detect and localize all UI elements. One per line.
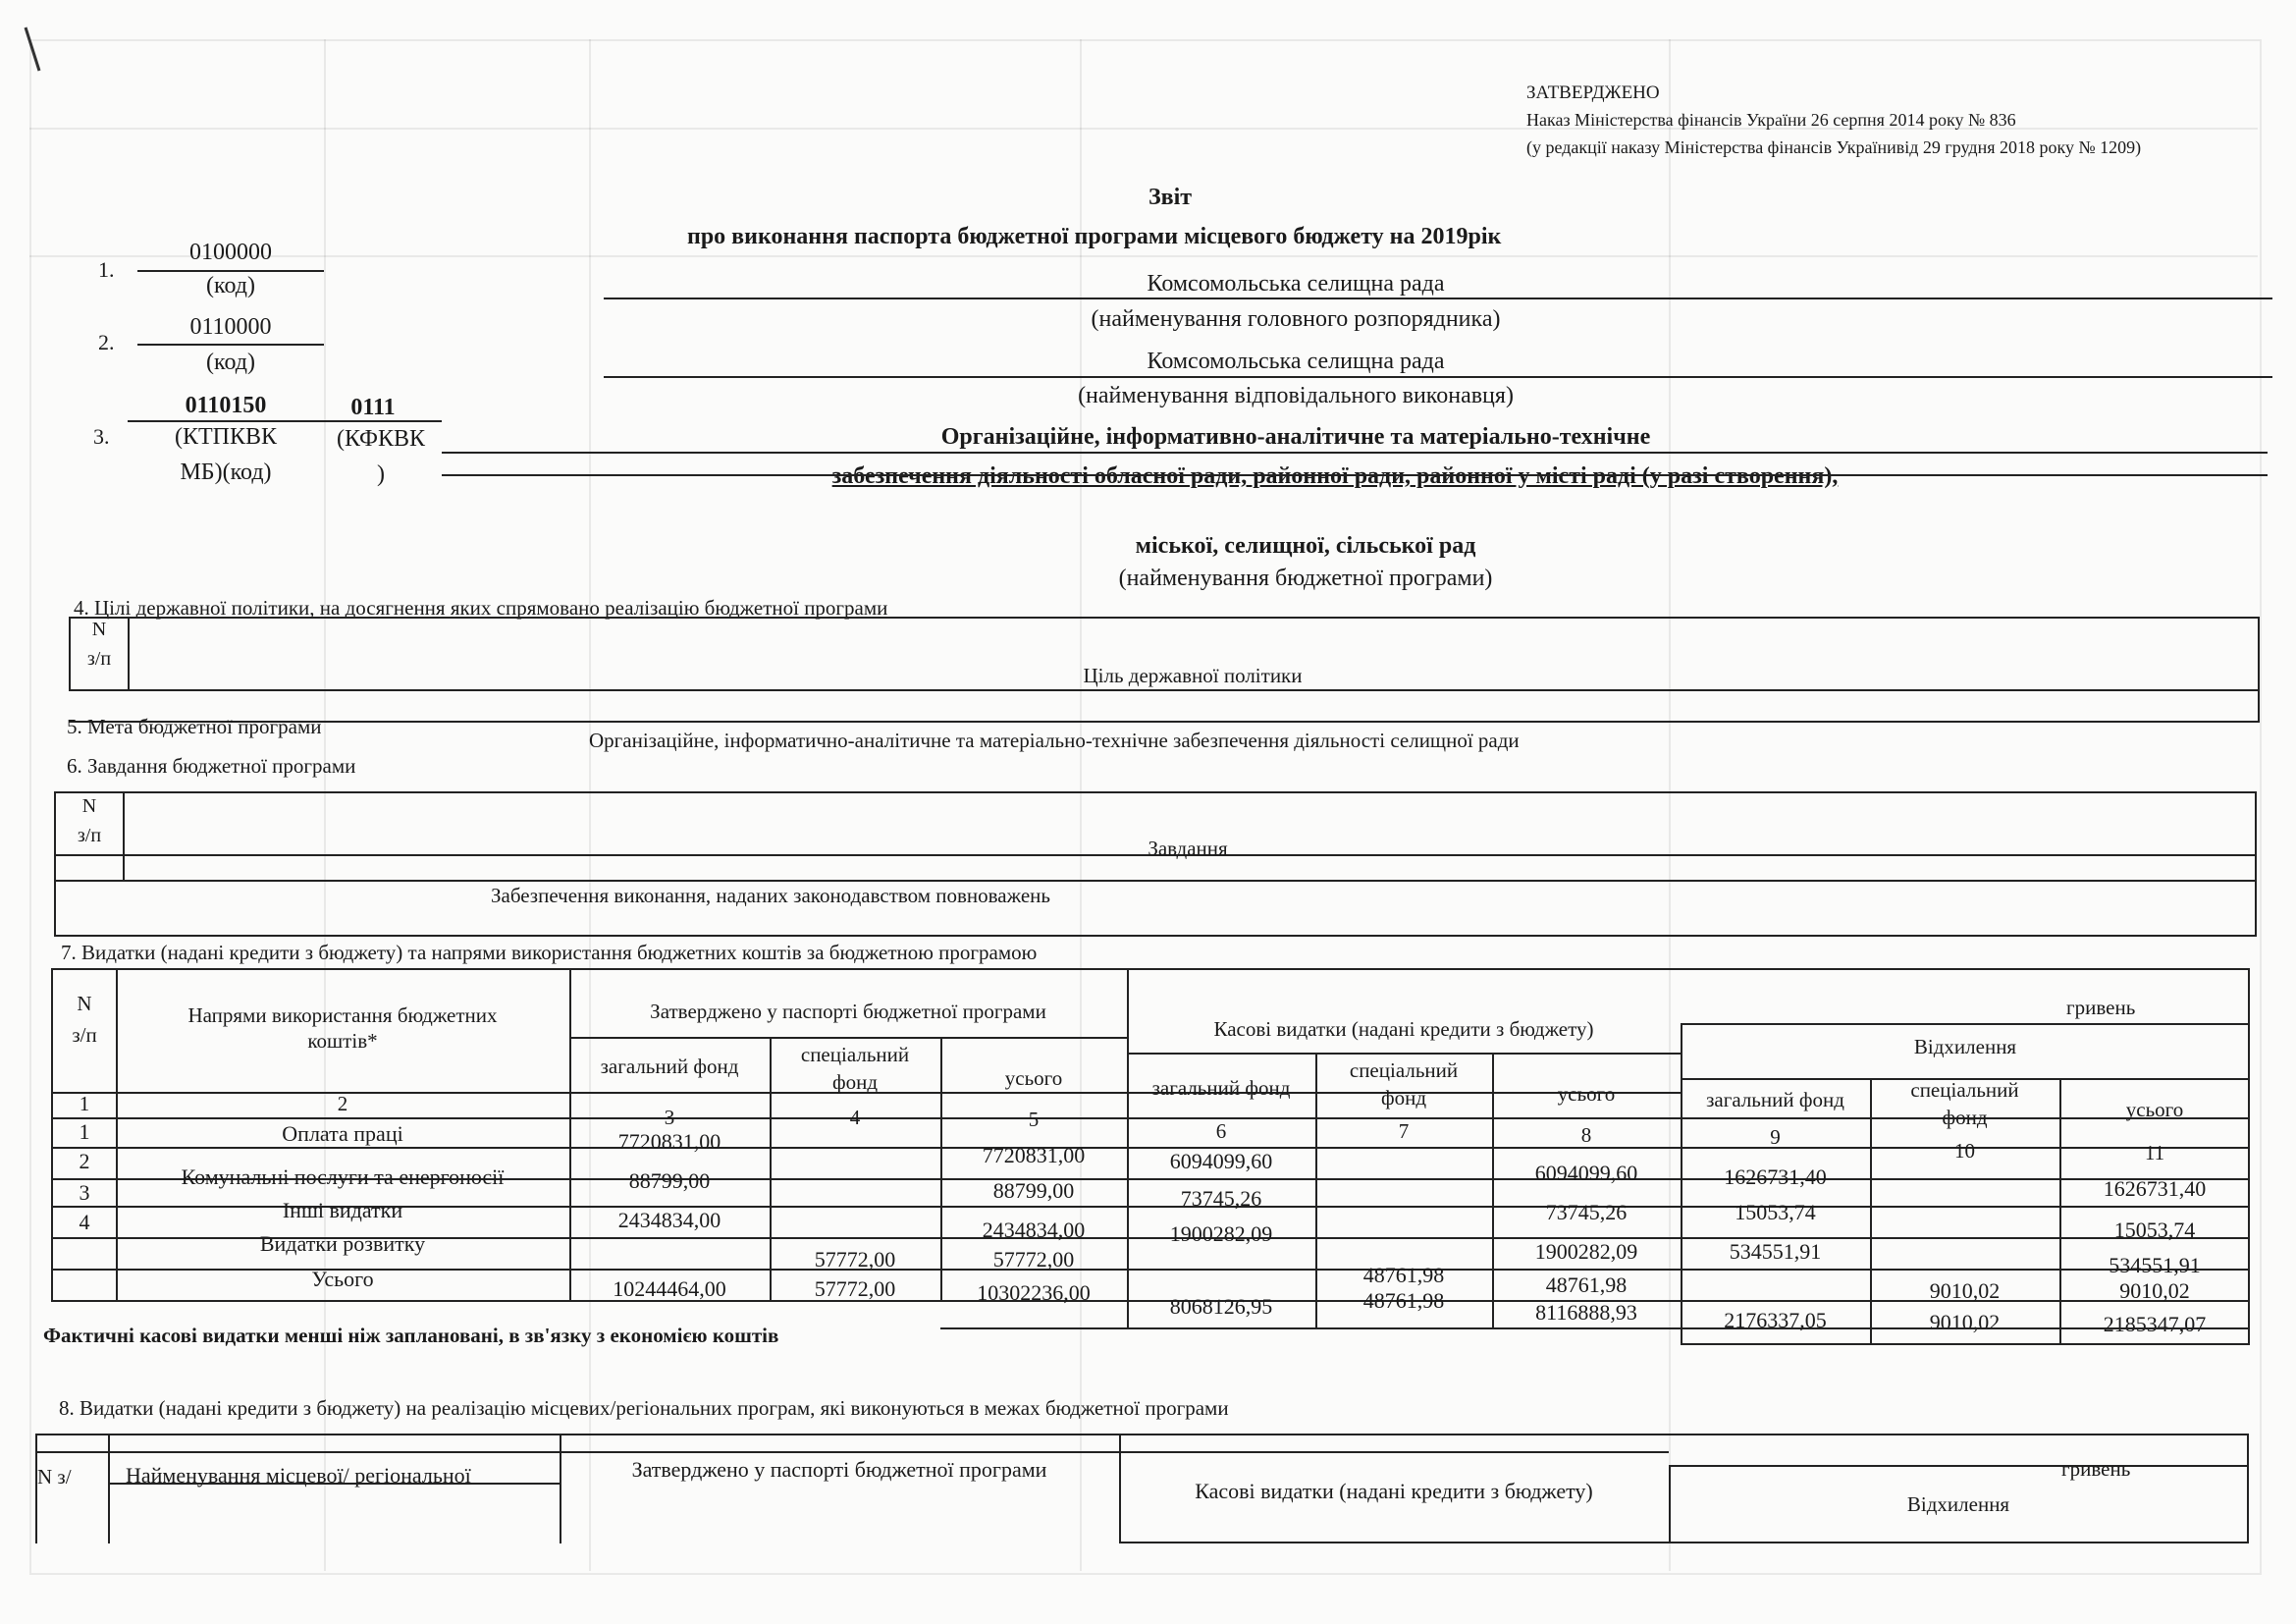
table-row-2-c3: 88799,00 [628,1168,711,1193]
t7-h-cash: Касові видатки (надані кредити з бюджету) [1213,1017,1594,1041]
t8-h-name: Найменування місцевої/ регіональної [126,1463,471,1488]
code-2: 0110000 [189,314,272,340]
section-6-col-n: N [81,795,97,817]
t7-h-special-1b: фонд [831,1070,879,1094]
t7-h-n-sub: з/п [72,1023,97,1047]
t7-colnum-7: 7 [1398,1119,1410,1143]
t8-h-cash: Касові видатки (надані кредити з бюджету) [1195,1479,1593,1503]
table-row-3-c11: 534551,91 [2109,1253,2201,1277]
t7-colnum-10: 10 [1954,1139,1975,1163]
t7-h-general-2: загальний фонд [1151,1076,1291,1100]
report-title: Звіт [1148,185,1193,210]
t7-colnum-1: 1 [79,1092,90,1115]
item-number-2: 2. [98,330,115,354]
t7-colnum-2: 2 [337,1092,348,1115]
t8-h-n: N з/ [37,1465,72,1489]
t8-currency: гривень [2061,1457,2131,1481]
table-row-2-c11: 15053,74 [2113,1218,2196,1242]
section-4-title: 4. Цілі державної політики, на досягнення яких спрямовано реалізацію бюджетної програми [74,596,888,620]
table-row-4-c7: 48761,98 [1362,1263,1445,1287]
section-6-task-1: Забезпечення виконання, наданих законодавством повноважень [490,884,1050,907]
table-row-total-c9: 2176337,05 [1724,1308,1827,1332]
t7-h-dev-top [1681,1023,2250,1025]
table-row-1-c6: 6094099,60 [1169,1149,1273,1173]
table-row-1-c8: 6094099,60 [1534,1161,1638,1185]
code-3-ktpkvk-label-2: МБ)(код) [180,460,272,485]
code-3-kfkvk-label-1: (КФКВК [337,426,425,452]
section-6-task-row [54,882,2257,937]
table-row-total-c3: 10244464,00 [613,1276,726,1301]
t7-h-special-3a: спеціальний [1910,1078,2019,1102]
t7-colnum-3: 3 [664,1106,675,1129]
section-5-title: 5. Мета бюджетної програми [67,715,322,738]
table-row-2-c5: 88799,00 [992,1178,1075,1203]
t7-h-approved [569,1037,1127,1039]
t7-h-bottom-ext-2 [1681,1343,2250,1345]
t8-h-2 [35,1451,1669,1453]
report-subtitle: про виконання паспорта бюджетної програми місцевого бюджету на 2019рік [687,224,1502,249]
table-row-2-c9: 15053,74 [1735,1200,1816,1224]
t7-h-general-3: загальний фонд [1706,1088,1844,1111]
code-2-underline [137,344,324,346]
t7-h-total-3: усього [2125,1098,2184,1121]
table-row-total-c8: 8116888,93 [1535,1300,1637,1325]
t7-colnum-8: 8 [1580,1123,1592,1147]
section-4-row-line [69,721,2260,723]
t7-h-approved: Затверджено у паспорті бюджетної програми [650,1000,1046,1023]
section-5-goal-text: Організаційне, інформатично-аналітичне та матеріально-технічне забезпечення діяльності селищної ради [589,729,1520,752]
t7-v-ext-10 [2059,1302,2061,1343]
program-name-line-3: міської, селищної, сільської рад [1135,533,1476,559]
t7-v-ext-9 [1870,1302,1872,1343]
t8-bottom-crop [108,1483,560,1485]
table-row-3-c8: 1900282,09 [1534,1239,1638,1264]
table-row-4-c10: 9010,02 [1929,1278,2001,1303]
section-8-title: 8. Видатки (надані кредити з бюджету) на реалізацію місцевих/регіональних програм, які виконуються в межах бюджетної програми [59,1396,1229,1420]
table-row-total-c4: 57772,00 [814,1276,896,1301]
program-name-label: (найменування бюджетної програми) [1118,566,1493,591]
table-row-2-name: Комунальні послуги та енергоносії [181,1164,505,1189]
program-name-underline-2 [442,474,2268,476]
t7-colnum-5: 5 [1028,1108,1040,1131]
program-name-line-1: Організаційне, інформативно-аналітичне та матеріально-технічне [940,424,1651,450]
table-row-3-c5: 2434834,00 [982,1218,1086,1242]
t7-v-ext-7 [1492,1302,1494,1327]
scan-mark [18,22,57,81]
code-1-label: (код) [206,273,255,298]
table-row-3-n: 3 [79,1180,90,1205]
table-row-total-c10: 9010,02 [1929,1310,2001,1334]
table-row-4-c8: 48761,98 [1545,1272,1628,1297]
section-7-title: 7. Видатки (надані кредити з бюджету) та напрями використання бюджетних коштів за бюджетною програмою [61,941,1038,964]
section-6-title: 6. Завдання бюджетної програми [67,754,356,778]
org-1-underline [604,298,2272,299]
t7-v-ext-11 [2248,1302,2250,1343]
t7-h-direction: Напрями використання бюджетних [187,1003,498,1027]
t8-bottom-line [1119,1542,2248,1543]
code-2-label: (код) [206,350,255,375]
org-1-label: (найменування головного розпорядника) [1091,306,1501,332]
t7-h-n: N [77,992,92,1015]
table-row-1-c9: 1626731,40 [1724,1164,1827,1189]
section-4-col-n-sub: з/п [86,648,112,670]
table-row-4-n: 4 [79,1210,90,1234]
t7-colnum-4: 4 [849,1106,861,1129]
table-row-1-c11: 1626731,40 [2103,1176,2207,1201]
section-4-right-tail [2258,691,2260,721]
code-3-kfkvk: 0111 [350,395,396,420]
table-row-1-n: 1 [79,1119,90,1144]
t7-h-special-1a: спеціальний [800,1043,910,1066]
t7-h-general-1: загальний фонд [600,1055,739,1078]
table-row-2-c6: 73745,26 [1180,1186,1262,1211]
item-number-1: 1. [98,257,115,282]
table-row-3-c3: 2434834,00 [617,1208,721,1232]
table-row-3-name: Інші видатки [282,1198,403,1222]
org-2-label: (найменування відповідального виконавця) [1078,383,1514,408]
program-name-underline-1 [442,452,2268,454]
t8-v-1 [108,1434,110,1543]
table-row-4-c4: 57772,00 [814,1247,896,1272]
item-number-3: 3. [93,424,110,449]
t8-h-1 [1669,1465,2248,1467]
table-row-total-c5: 10302236,00 [977,1280,1091,1305]
approval-line-1: Наказ Міністерства фінансів України 26 серпня 2014 року № 836 [1526,110,2016,130]
t7-h-special-2b: фонд [1380,1086,1427,1110]
section-6-col-task: Завдання [1148,837,1228,860]
t7-h-deviation: Відхилення [1913,1035,2017,1058]
table-row-total-c11: 2185347,07 [2103,1312,2207,1336]
code-3-kfkvk-label-2: ) [377,461,385,487]
program-name-line-2: забезпечення діяльності обласної ради, районної ради, районної у місті раді (у разі створення), [831,463,1839,489]
t7-v-ext-5 [1127,1302,1129,1327]
t7-colnum-6: 6 [1215,1119,1227,1143]
approval-line-2: (у редакції наказу Міністерства фінансів Українивід 29 грудня 2018 року № 1209) [1526,137,2142,157]
table-row-4-c5: 57772,00 [992,1247,1075,1272]
table-row-1-name: Оплата праці [282,1121,403,1146]
t8-v-2 [560,1434,561,1543]
table-row-4-c11: 9010,02 [2119,1278,2190,1303]
t7-v-ext-8 [1681,1302,1682,1343]
t7-colnum-9: 9 [1770,1125,1781,1149]
code-1-underline [137,270,324,272]
t8-h-approved: Затверджено у паспорті бюджетної програми [631,1457,1047,1482]
section-4-col-n: N [91,619,107,640]
table-row-2-c8: 73745,26 [1545,1200,1628,1224]
show-through-line [29,255,2258,257]
t8-h-deviation: Відхилення [1906,1492,2010,1516]
approval-title: ЗАТВЕРДЖЕНО [1526,82,1660,103]
org-2-underline [604,376,2272,378]
org-1: Комсомольська селищна рада [1147,271,1445,297]
code-3-ktpkvk-label-1: (КТПКВК [174,424,277,450]
t7-h-cash [1127,1053,1681,1055]
t7-h-total-2: усього [1557,1082,1616,1106]
t7-h-direction-2: коштів* [307,1029,378,1053]
table-row-2-n: 2 [79,1149,90,1173]
t7-colnum-11: 11 [2144,1141,2165,1164]
t7-h-special-2a: спеціальний [1349,1058,1459,1082]
table-row-total-c6: 8068126,95 [1169,1294,1273,1319]
org-2: Комсомольська селищна рада [1147,349,1445,374]
code-1: 0100000 [189,240,272,265]
table-row-total-c7: 48761,98 [1362,1288,1445,1313]
section-7-note: Фактичні касові видатки менші ніж заплановані, в зв'язку з економією коштів [43,1324,779,1347]
t7-h-special-3b: фонд [1942,1106,1988,1129]
section-4-col-goal: Ціль державної політики [1083,664,1303,687]
t7-currency: гривень [2066,996,2136,1019]
t7-h-bottom-ext [940,1327,2250,1329]
table-row-1-c3: 7720831,00 [617,1129,721,1154]
table-row-3-c9: 534551,91 [1729,1239,1822,1264]
table-row-3-c6: 1900282,09 [1169,1221,1273,1246]
t7-v-ext-6 [1315,1302,1317,1327]
table-row-1-c5: 7720831,00 [982,1143,1086,1167]
code-3-underline [128,420,442,422]
table-row-total-name: Усього [311,1267,374,1291]
t7-h-total-1: усього [1004,1066,1063,1090]
table-row-4-name: Видатки розвитку [259,1231,426,1256]
code-3-ktpkvk: 0110150 [185,393,267,418]
section-6-col-n-sub: з/п [77,825,102,846]
